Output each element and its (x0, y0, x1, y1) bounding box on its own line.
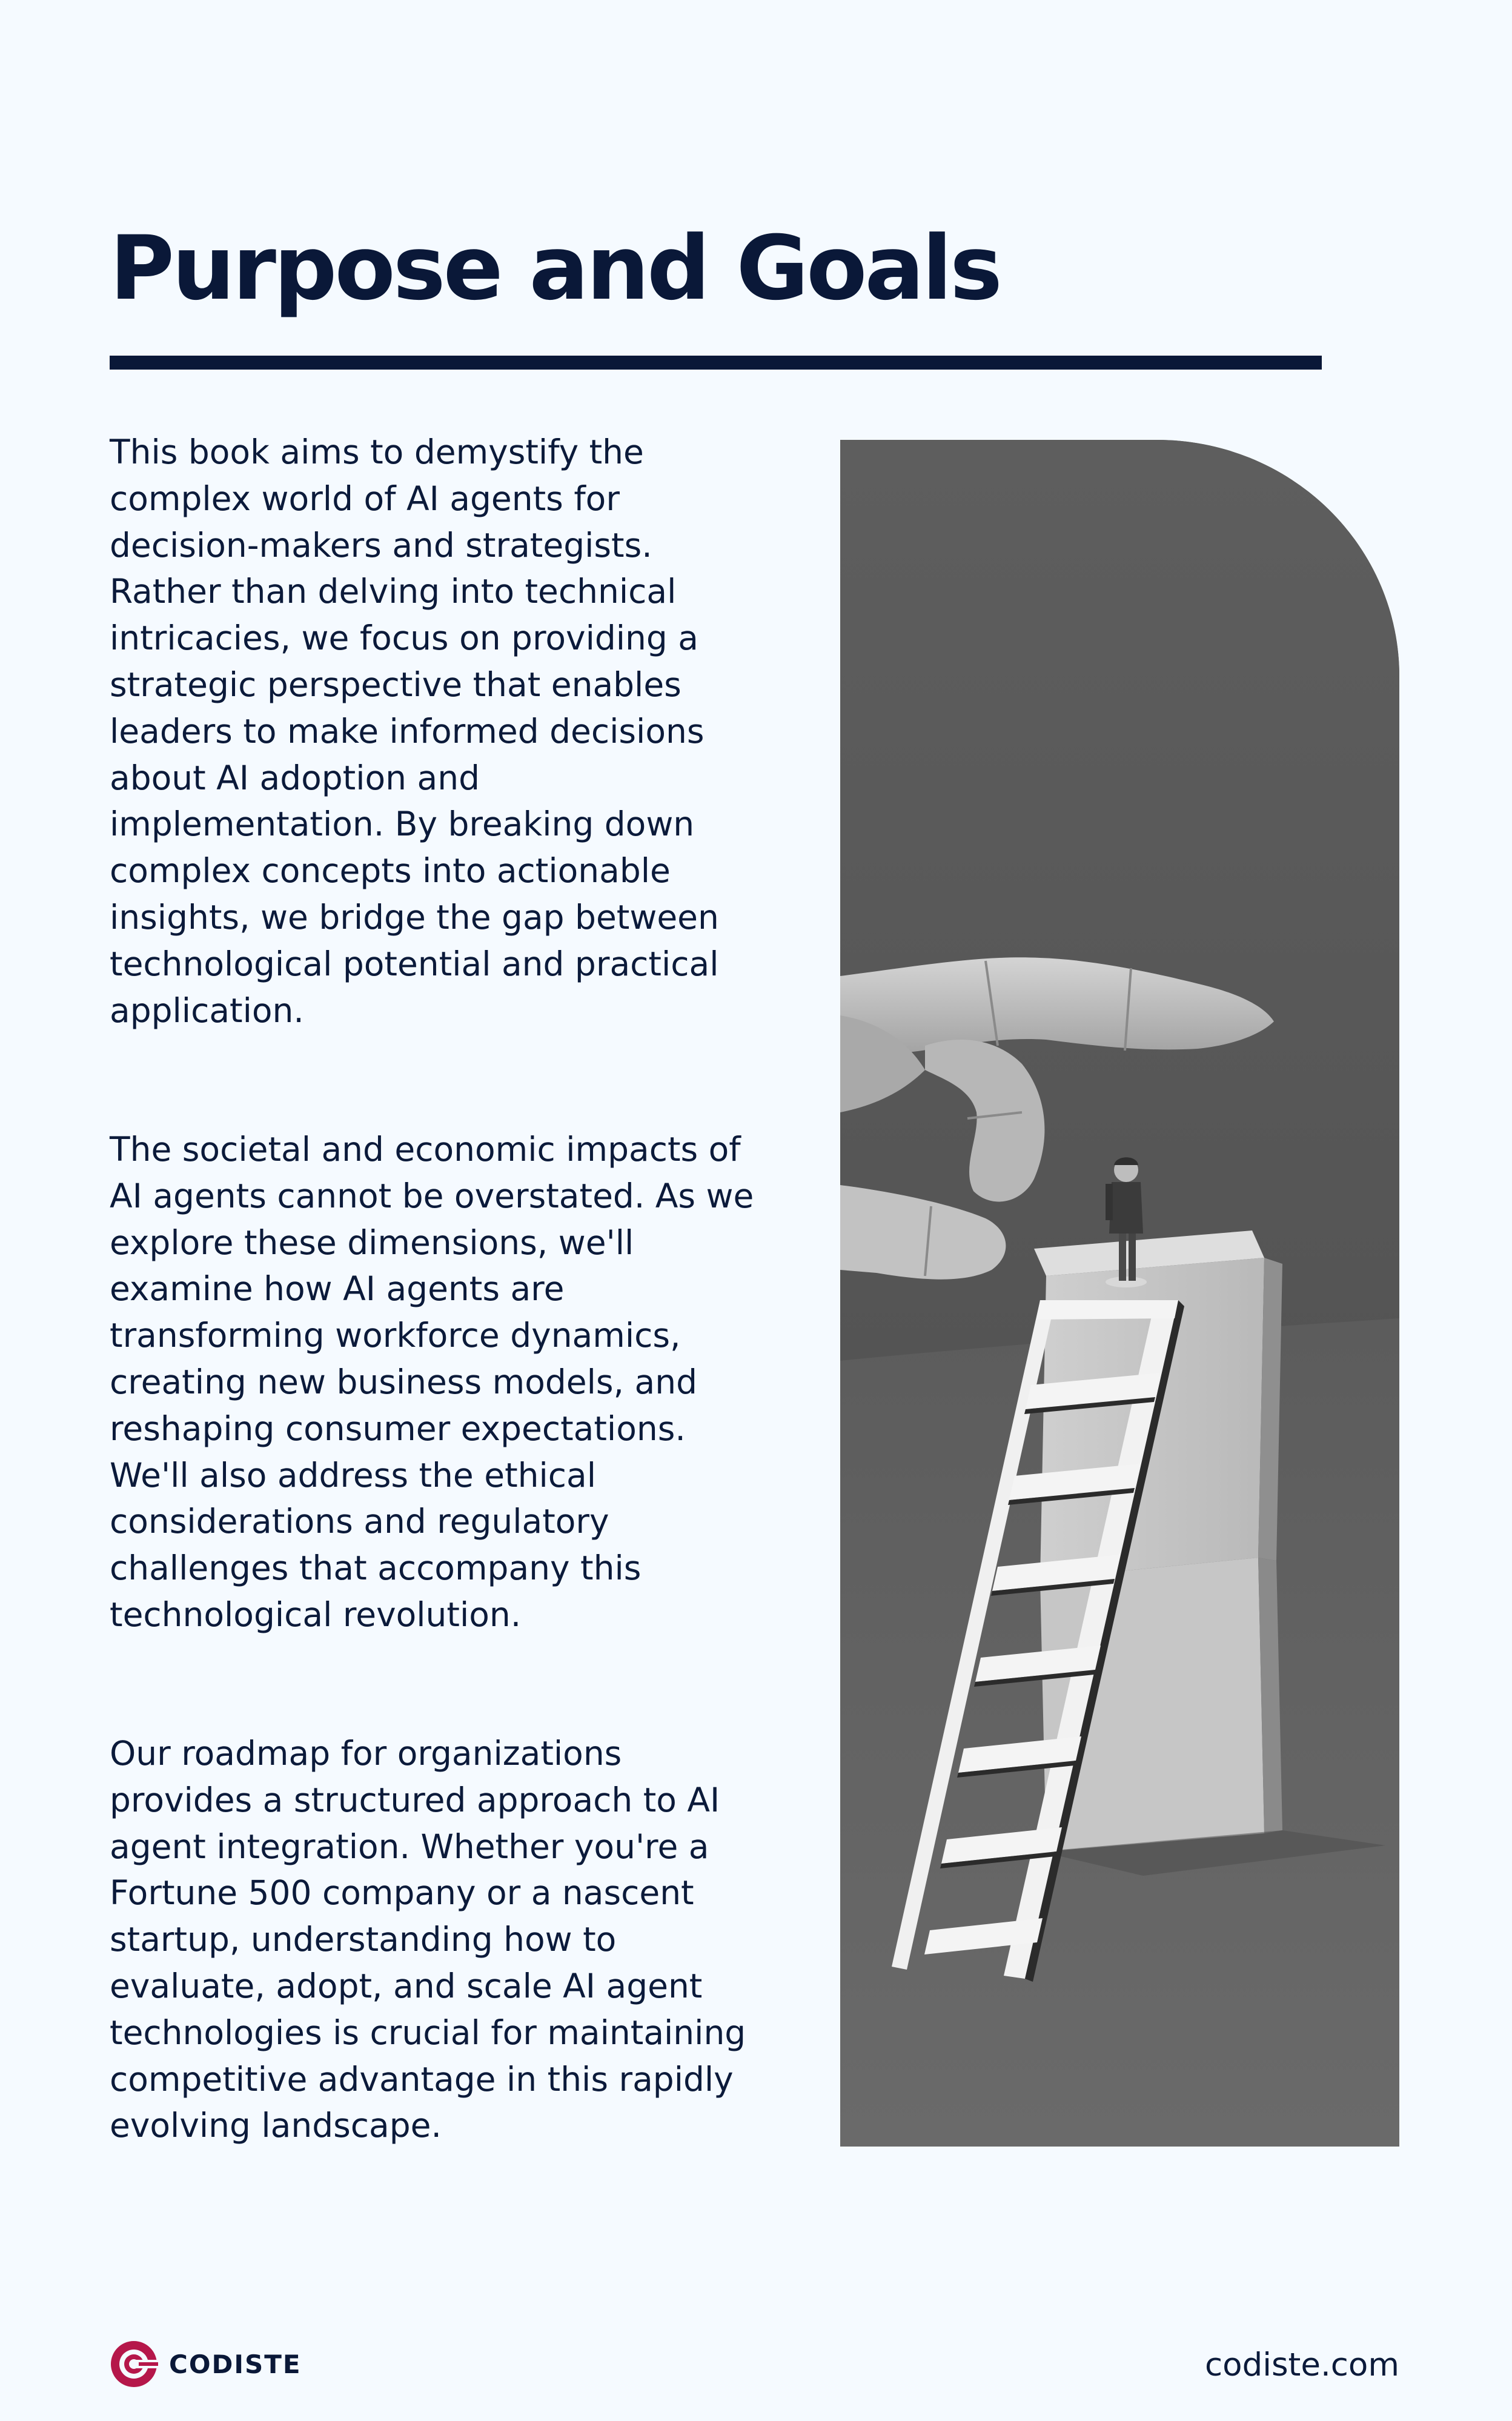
logo-text: CODISTE (169, 2349, 302, 2379)
robot-hand-ladder-photo (840, 440, 1399, 2147)
title-divider (110, 356, 1322, 370)
paragraph-impacts: The societal and economic impacts of AI agents cannot be overstated. As we explore these dimensions, we'll examine how AI agents are transforming workforce dynamics, creating new business models, and reshaping consumer expectations. We'll also address the ethical considerations and regulatory challenges that accompany this technological revolution. (110, 1130, 754, 1634)
codiste-logo-icon (110, 2340, 158, 2388)
website-link[interactable]: codiste.com (1205, 2346, 1399, 2383)
codiste-logo[interactable] (110, 2339, 302, 2389)
paragraph-roadmap: Our roadmap for organizations provides a structured approach to AI agent integration. Whether you're a Fortune 500 company or a nascent startup, understanding how to evaluate, adopt, and scale AI agent technologies is crucial for maintaining competitive advantage in this rapidly evolving landscape. (110, 1734, 746, 2145)
page-title: Purpose and Goals (110, 217, 1000, 320)
paragraph-purpose: This book aims to demystify the complex world of AI agents for decision-makers and strategists. Rather than delving into technical intricacies, we focus on providing a strategic perspective that enables leaders to make informed decisions about AI adoption and implementation. By breaking down complex concepts into actionable insights, we bridge the gap between technological potential and practical application. (110, 433, 719, 1030)
